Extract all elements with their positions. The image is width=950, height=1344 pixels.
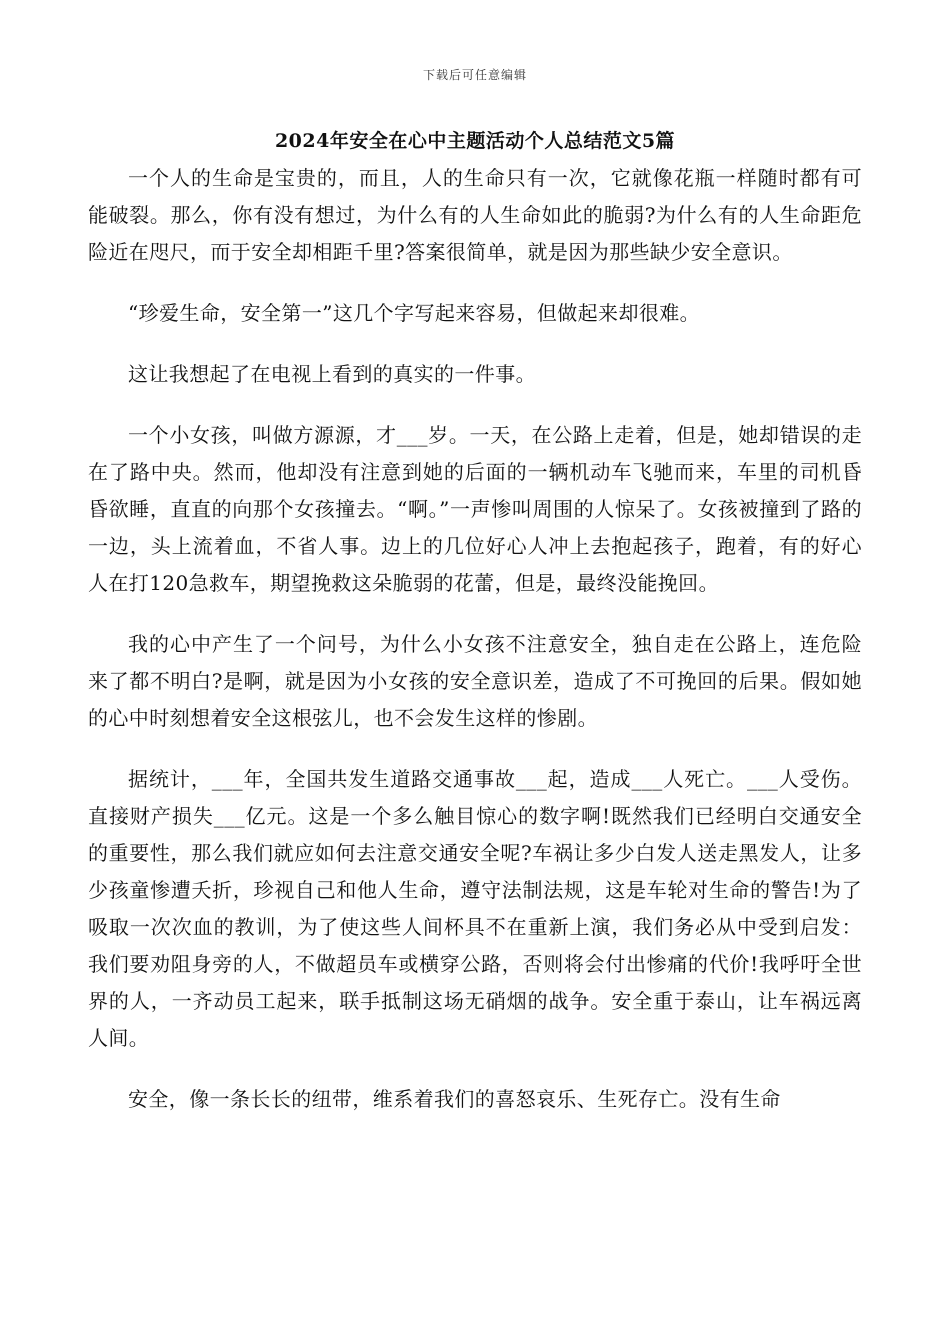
paragraph: 这让我想起了在电视上看到的真实的一件事。 (128, 362, 536, 386)
document-body (88, 160, 862, 1142)
document-title: 2024年安全在心中主题活动个人总结范文5篇 (274, 130, 676, 152)
paragraph: 一个人的生命是宝贵的，而且，人的生命只有一次，它就像花瓶一样随时都有可能破裂。那么，你有没有想过，为什么有的人生命如此的脆弱?为什么有的人生命距危险近在咫尺，而于安全却相距千里?答案很简单，就是因为那些缺少安全意识。 (88, 166, 862, 264)
paragraph: “珍爱生命，安全第一”这几个字写起来容易，但做起来却很难。 (128, 301, 701, 325)
header-note: 下载后可任意编辑 (422, 68, 527, 82)
paragraph: 一个小女孩，叫做方源源，才___岁。一天，在公路上走着，但是，她却错误的走在了路中央。然而，他却没有注意到她的后面的一辆机动车飞驰而来，车里的司机昏昏欲睡，直直的向那个女孩撞去。“啊。”一声惨叫周围的人惊呆了。女孩被撞到了路的一边，头上流着血，不省人事。边上的几位好心人冲上去抱起孩子，跑着，有的好心人在打120急救车，期望挽救这朵脆弱的花蕾，但是，最终没能挽回。 (88, 423, 862, 595)
paragraph: 安全，像一条长长的纽带，维系着我们的喜怒哀乐、生死存亡。没有生命 (128, 1087, 781, 1111)
paragraph: 据统计，___年，全国共发生道路交通事故___起，造成___人死亡。___人受伤。直接财产损失___亿元。这是一个多么触目惊心的数字啊!既然我们已经明白交通安全的重要性，那么我们就应如何去注意交通安全呢?车祸让多少白发人送走黑发人，让多少孩童惨遭夭折，珍视自己和他人生命，遵守法制法规，这是车轮对生命的警告!为了吸取一次次血的教训，为了使这些人间杯具不在重新上演，我们务必从中受到启发：我们要劝阻身旁的人，不做超员车或横穿公路，否则将会付出惨痛的代价!我呼吁全世界的人，一齐动员工起来，联手抵制这场无硝烟的战争。安全重于泰山，让车祸远离人间。 (88, 767, 862, 1050)
paragraph: 我的心中产生了一个问号，为什么小女孩不注意安全，独自走在公路上，连危险来了都不明白?是啊，就是因为小女孩的安全意识差，造成了不可挽回的后果。假如她的心中时刻想着安全这根弦儿，也不会发生这样的惨剧。 (88, 632, 862, 730)
